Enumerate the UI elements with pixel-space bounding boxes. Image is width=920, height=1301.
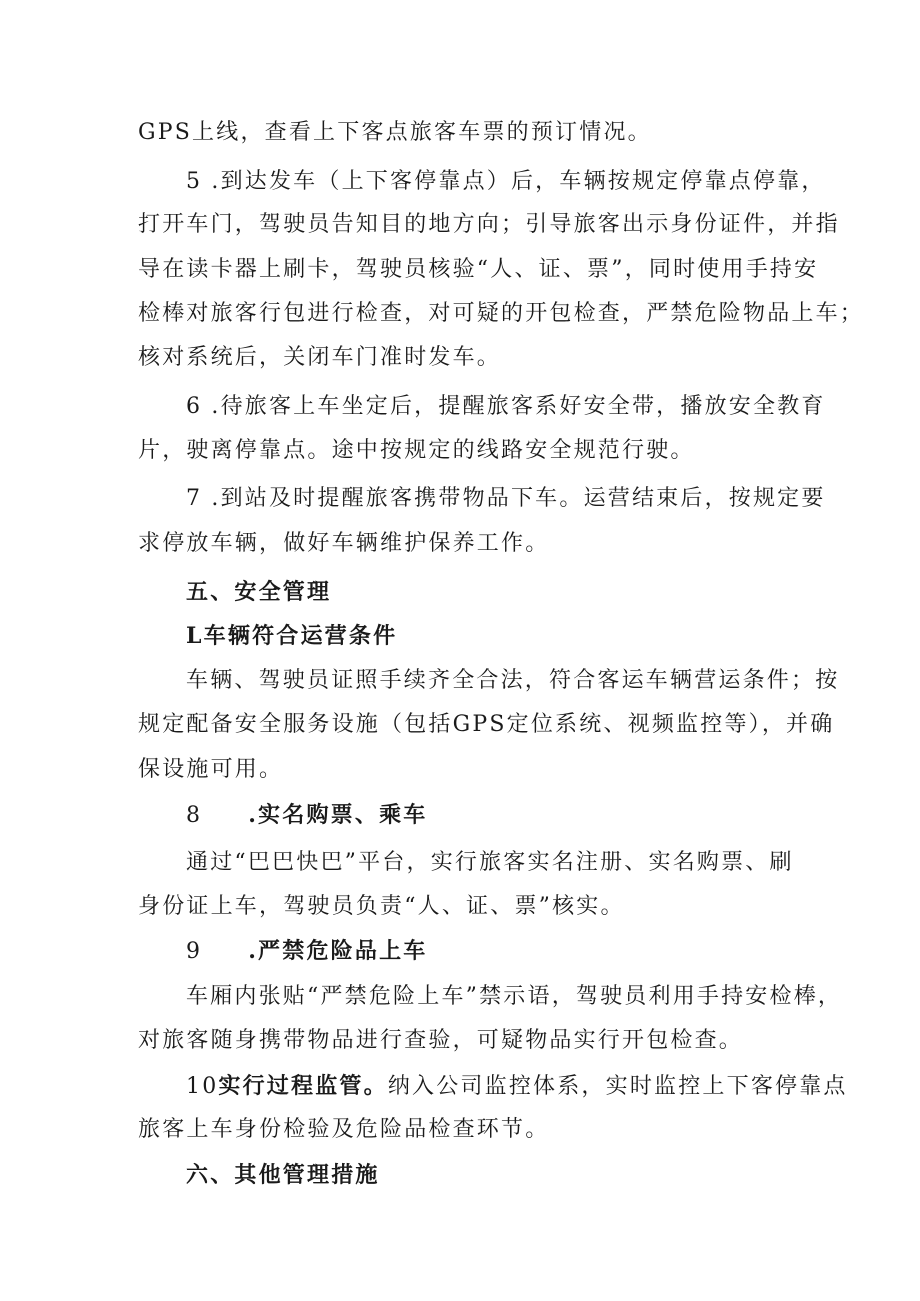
paragraph-line: GPS上线，查看上下客点旅客车票的预订情况。	[138, 120, 652, 145]
paragraph-line: 导在读卡器上刷卡，驾驶员核验“人、证、票”，同时使用手持安	[138, 257, 819, 282]
paragraph-line: 通过“巴巴快巴”平台，实行旅客实名注册、实名购票、刷	[186, 850, 794, 875]
paragraph-line: 5 .到达发车（上下客停靠点）后，车辆按规定停靠点停靠，	[186, 169, 826, 194]
paragraph-line: 6 .待旅客上车坐定后，提醒旅客系好安全带，播放安全教育	[186, 394, 826, 419]
paragraph-line: 求停放车辆，做好车辆维护保养工作。	[138, 531, 550, 556]
paragraph-line: 旅客上车身份检验及危险品检查环节。	[138, 1117, 550, 1142]
paragraph-line: 片，驶离停靠点。途中按规定的线路安全规范行驶。	[138, 438, 695, 463]
item-title: 实行过程监管。	[218, 1073, 388, 1099]
paragraph-line: 身份证上车，驾驶员负责“人、证、票”核实。	[138, 894, 625, 919]
item-title: .实名购票、乘车	[248, 802, 428, 828]
paragraph-line: 保设施可用。	[138, 757, 284, 782]
subsection-heading: L车辆符合运营条件	[186, 623, 398, 649]
paragraph-line: 核对系统后，关闭车门准时发车。	[138, 345, 502, 370]
item-number: 10	[186, 1074, 219, 1099]
paragraph-line: 7 .到站及时提醒旅客携带物品下车。运营结束后，按规定要	[186, 486, 826, 511]
paragraph-line: 车厢内张贴“严禁危险上车”禁示语，驾驶员利用手持安检棒，	[186, 984, 843, 1009]
item-title: .严禁危险品上车	[248, 938, 428, 964]
section-heading: 五、安全管理	[186, 579, 332, 605]
paragraph-line: 对旅客随身携带物品进行查验，可疑物品实行开包检查。	[138, 1028, 744, 1053]
item-number: 8	[186, 803, 203, 828]
paragraph-line	[186, 1071, 848, 1102]
paragraph-line: 检棒对旅客行包进行检查，对可疑的开包检查，严禁危险物品上车；	[138, 301, 865, 326]
item-number: 9	[186, 939, 203, 964]
section-heading: 六、其他管理措施	[186, 1162, 380, 1188]
subsection-heading	[186, 800, 828, 831]
paragraph-line: 车辆、驾驶员证照手续齐全合法，符合客运车辆营运条件；按	[186, 668, 840, 693]
paragraph-line: 打开车门，驾驶员告知目的地方向；引导旅客出示身份证件，并指	[138, 212, 840, 237]
subsection-heading	[186, 936, 828, 967]
paragraph-line: 规定配备安全服务设施（包括GPS定位系统、视频监控等），并确	[138, 712, 835, 737]
item-text: 纳入公司监控体系，实时监控上下客停靠点	[387, 1074, 848, 1099]
